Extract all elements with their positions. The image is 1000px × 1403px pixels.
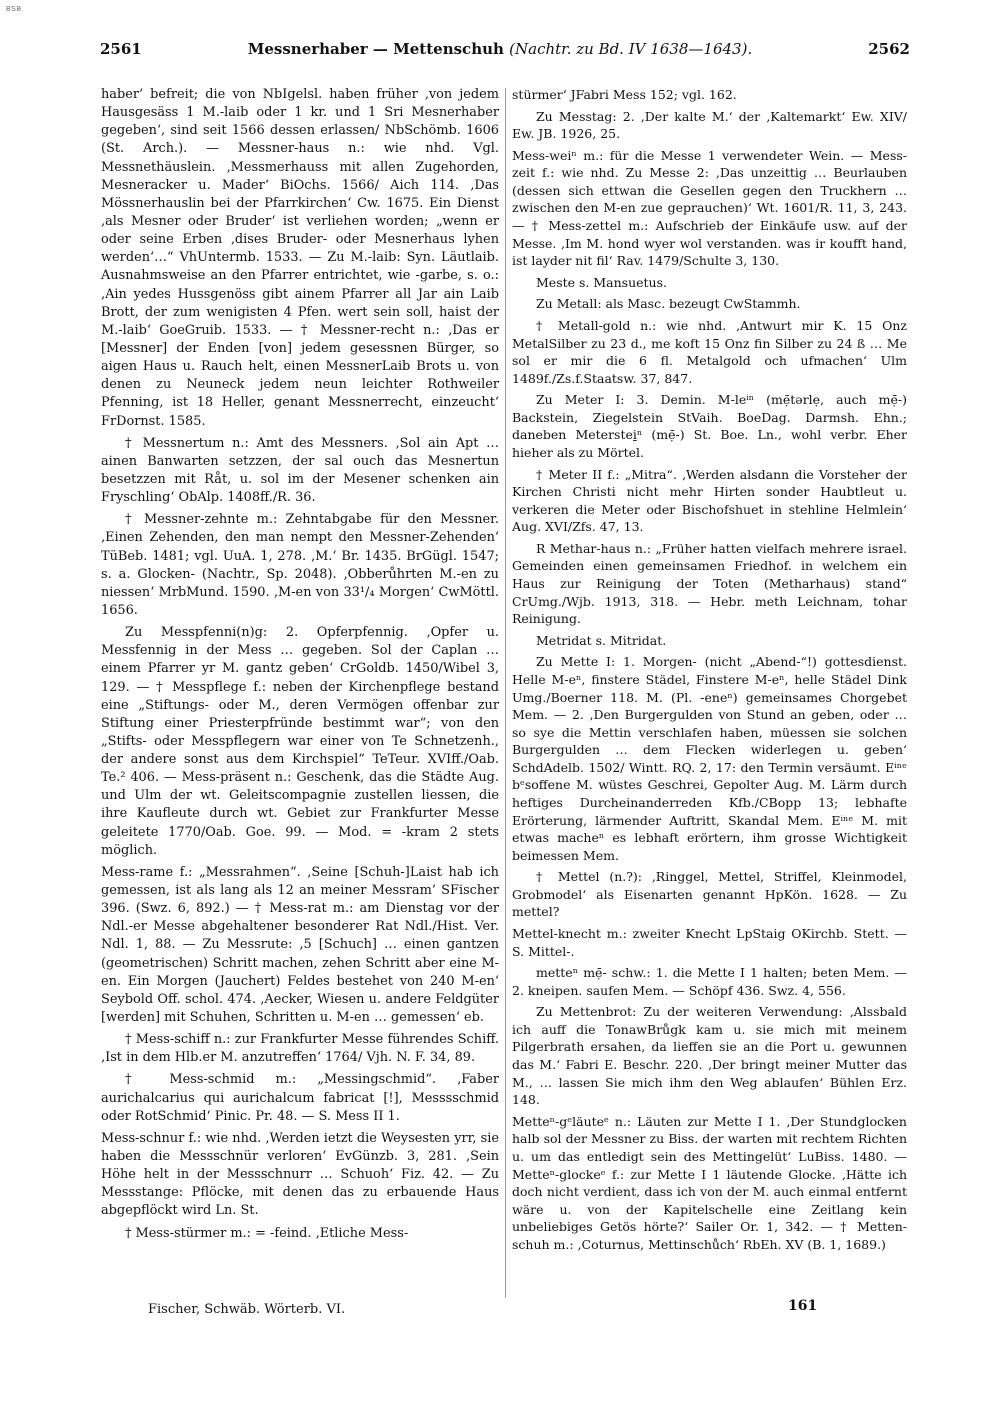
dictionary-entry: Zu Mette I: 1. Morgen- (nicht „Abend-“!) gottesdienst. Helle M-eⁿ, finstere Städel, Finstere M-eⁿ, helle Städel Dink Umg./Boerner 118. M. (Pl. -eneⁿ) gemeinsames Chorgebet Mem. — 2. ‚Den Burgergulden von Stund an geben, oder … so sye die Mettin verschlafen haben, müessen sie solchen Burgergulden … dem Flecken widerlegen u. geben‘ SchdAdelb. 1502/ Wintt. RQ. 2, 17: den Termin versäumt. Eⁱⁿᵉ bᵉsoffene M. wüstes Geschrei, Gepolter Aug. M. Lärm durch heftiges Durcheinanderreden Kfb./CBopp 13; lebhafte Erörterung, lärmender Auftritt, Skandal Mem. Eⁱⁿᵉ M. mit etwas macheⁿ es lebhaft erörtern, ihm grosse Wichtigkeit beimessen Mem.: [512, 654, 907, 863]
dictionary-entry: Mess-rame f.: „Messrahmen“. ‚Seine [Schuh-]Laist hab ich gemessen, ist als lang als 12 an meiner Messram‘ SFischer 396. (Swz. 6, 892.) — † Mess-rat m.: am Dienstag vor der Ndl.-er Messe abgehaltener besonderer Rat Ndl./Hist. Ver. Ndl. 1, 88. — Zu Messrute: ‚5 [Schuch] … einen gantzen (geometrischen) Schritt machen, zehen Schritt aber eine M-en. Ein Morgen (Jauchert) Feldes bestehet von 240 M-en‘ Seybold Off. schol. 474. ‚Aecker, Wiesen u. andere Feldgüter [werden] mit Schuhen, Schritten u. M-en … gemessen‘ eb.: [101, 864, 499, 1026]
dictionary-entry: † Mess-schmid m.: „Messingschmid“. ‚Faber aurichalcarius qui aurichalcum fabricat [!], Messsschmid oder RotSchmid‘ Pinic. Pr. 48. — S. Mess II 1.: [101, 1072, 499, 1124]
dictionary-entry: Zu Messpfenni(n)g: 2. Opferpfennig. ‚Opfer u. Messfennig in der Mess … gegeben. Sol der Caplan … einem Pfarrer yr M. gantz geben‘ CrGoldb. 1450/Wibel 3, 129. — † Messpflege f.: neben der Kirchenpflege bestand eine „Stiftungs- oder M., deren Vermögen offenbar zur Stiftung einer Priesterpfründe bestimmt war“; von den „Stifts- oder Messpflegern war einer von Te Schnetzenh., der andere sonst aus dem Kirchspiel“ TeTeur. XVIff./Oab. Te.² 406. — Mess-präsent n.: Geschenk, das die Städte Aug. und Ulm der wt. Geleitscompagnie zustellen liessen, die ihre Kaufleute durch wt. Gebiet zur Frankfurter Messe geleitete 1770/Oab. Goe. 99. — Mod. = -kram 2 stets möglich.: [101, 625, 499, 858]
dictionary-entry: R Methar-haus n.: „Früher hatten vielfach mehrere israel. Gemeinden einen gemeinsamen Friedhof. in welchem ein Haus zur Reinigung der Toten (Metharhaus) stand“ CrUmg./Wjb. 1913, 318. — Hebr. meth Leichnam, tohar Reinigung.: [512, 540, 907, 627]
right-column: [512, 86, 907, 1257]
dictionary-entry: Metridat s. Mitridat.: [536, 632, 667, 648]
dictionary-entry: stürmer‘ JFabri Mess 152; vgl. 162.: [512, 87, 737, 102]
dictionary-entry: haber‘ befreit; die von NbIgelsl. haben früher ‚von jedem Hausgesäss 1 M.-laib oder 1 kr. und 1 Sri Mesnerhaber gegeben‘, sind seit 1566 dessen erlassen/ NbSchömb. 1606 (St. Arch.). — Messner-haus n.: wie nhd. Vgl. Messnethäuslein. ‚Messmerhauss mit allen Zugehorden, Mesneracker u. Mader‘ BiOchs. 1566/ Aich 114. ‚Das Mössnerhauslin bei der Pfarrkirchen‘ Cw. 1675. Ein Dienst ‚als Mesner oder Bruder‘ ist verliehen worden; „wenn er oder seine Erben ‚dises Bruder- oder Mesnerhaus lyhen werden‘…“ VhUntermb. 1533. — Zu M.-laib: Syn. Läutlaib. Ausnahmsweise an den Pfarrer entrichtet, wie -garbe, s. o.: ‚Ain yedes Hussgenöss gibt ainem Pfarrer all Jar ain Laib Brott, der zum wenigisten 4 Pfen. wert sein soll, haist der M.-laib‘ GoeGruib. 1533. — † Messner-recht n.: ‚Das er [Messner] der Enden [von] jedem gesessnen Bürger, so aigen Haus u. Rauch helt, einen MessnerLaib Brots u. von denen zu Neuneck jedem neun leichter Rothweiler Pfenning, ist 18 Heller, genant Messnerrecht, einzeucht‘ FrDornst. 1585.: [101, 87, 499, 429]
dictionary-entry: † Meter II f.: „Mitra“. ‚Werden alsdann die Vorsteher der Kirchen Christi nicht mehr Hirten sonder Haubtleut u. verkeren die Meter oder Bischofshuet in stehline Helmlein‘ Aug. XVI/Zfs. 47, 13.: [512, 466, 907, 535]
dictionary-entry: Zu Mettenbrot: Zu der weiteren Verwendung: ‚Alssbald ich auff die TonawBrůgk kam u. sie mich mit meinem Pilgerbrath ersahen, da lieffen sie an die Port u. gewunnen das M.‘ Fabri E. Beschr. 220. ‚Der bringt meiner Mutter das M., … lassen Sie mich ihm den Weg ablaufen‘ Bühlen Erz. 148.: [512, 1004, 907, 1108]
dictionary-entry: † Messnertum n.: Amt des Messners. ‚Sol ain Apt … ainen Banwarten setzzen, der sal ouch das Mesnertun besetzzen mit Råt, u. sol im der Mesener schenken ain Fryschling‘ ObAlp. 1408ff./R. 36.: [101, 435, 499, 506]
dictionary-entry: Metteⁿ-gᵉläuteᵉ n.: Läuten zur Mette I 1. ‚Der Stundglocken halb sol der Messner zu Biss. der warten mit rechtem Richten u. um das entledigt sein des Mettingelüt‘ LuBiss. 1480. — Metteⁿ-glockeᵉ f.: zur Mette I 1 läutende Glocke. ‚Hätte ich doch nicht verdient, dass ich von der M. auch einmal entfernt wäre u. von der Kapitelschelle eine Zeitlang kein unbeliebiges Getös hörte?‘ Sailer Or. 1, 342. — † Metten-schuh m.: ‚Coturnus, Mettinschůch‘ RbEh. XV (B. 1, 1689.): [512, 1113, 907, 1252]
dictionary-entry: Zu Messtag: 2. ‚Der kalte M.‘ der ‚Kaltemarkt‘ Ew. XIV/ Ew. JB. 1926, 25.: [512, 108, 907, 142]
signature-line: Fischer, Schwäb. Wörterb. VI.: [148, 1302, 346, 1317]
column-divider: [505, 88, 506, 1298]
page-number-right: 2562: [868, 40, 910, 58]
dictionary-entry: Zu Meter I: 3. Demin. M-leⁱⁿ (mẹ̄tərlẹ, auch mẹ̄-) Backstein, Ziegelstein StVaih. BoeDag. Darmsh. Ehn.; daneben Meterstei̱ⁿ (mẹ̄-) St. Boe. Ln., wohl verbr. Eher hieher als zu Mörtel.: [512, 392, 907, 460]
dictionary-entry: † Metall-gold n.: wie nhd. ‚Antwurt mir K. 15 Onz MetalSilber zu 23 d., me koft 15 Onz fin Silber zu 24 ß … Me sol er mir die 6 fl. Metalgold och ufmachen‘ Ulm 1489f./Zs.f.Staatsw. 37, 847.: [512, 317, 907, 386]
library-stamp: BSB: [6, 6, 22, 13]
sheet-number: 161: [788, 1298, 818, 1314]
dictionary-entry: † Mess-stürmer m.: = -feind. ‚Etliche Mess-: [125, 1225, 409, 1241]
left-column: [101, 86, 499, 1247]
dictionary-entry: Meste s. Mansuetus.: [536, 274, 667, 290]
dictionary-entry: Zu Metall: als Masc. bezeugt CwStammh.: [536, 296, 801, 312]
running-title: [100, 40, 900, 58]
dictionary-entry: † Mettel (n.?): ‚Ringgel, Mettel, Striffel, Kleinmodel, Grobmodel‘ als Eisenarten genannt HpKön. 1628. — Zu mettel?: [512, 869, 907, 920]
dictionary-entry: Mess-weiⁿ m.: für die Messe 1 verwendeter Wein. — Mess-zeit f.: wie nhd. Zu Messe 2: ‚Das unzeittig … Beurlauben (dessen sich ettwan die Gesellen gegen den Truckhern … zwischen den M-en zue geprauchen)‘ Wt. 1601/R. 11, 3, 243. — † Mess-zettel m.: Aufschrieb der Einkäufe usw. auf der Messe. ‚Im M. hond wyer wol verstanden. was ir koufft hand, ist layder nit fil‘ Rav. 1479/Schulte 3, 130.: [512, 147, 907, 269]
dictionary-entry: Mettel-knecht m.: zweiter Knecht LpStaig OKirchb. Stett. — S. Mittel-.: [512, 926, 907, 959]
dictionary-entry: † Messner-zehnte m.: Zehntabgabe für den Messner. ‚Einen Zehenden, den man nempt den Messner-Zehenden‘ TüBeb. 1481; vgl. UuA. 1, 278. ‚M.‘ Br. 1435. BrGügl. 1547; s. a. Glocken- (Nachtr., Sp. 2048). ‚Obberůhrten M.-en zu niessen‘ MrbMund. 1590. ‚M-en von 33¹/₄ Morgen‘ CwMöttl. 1656.: [101, 512, 499, 618]
running-title-main: Messnerhaber — Mettenschuh: [247, 40, 504, 58]
dictionary-entry: † Mess-schiff n.: zur Frankfurter Messe führendes Schiff. ‚Ist in dem Hlb.er M. anzutreffen‘ 1764/ Vjh. N. F. 34, 89.: [101, 1032, 499, 1066]
dictionary-entry: Mess-schnur f.: wie nhd. ‚Werden ietzt die Weysesten yrr, sie haben die Messschnür verloren‘ EvGünzb. 3, 281. ‚Sein Höhe helt in der Messschnurr … Schuoh‘ Fiz. 42. — Zu Messstange: Pflöcke, mit denen das zu erbauende Haus abgepflöckt wird Ln. St.: [101, 1130, 499, 1219]
page-number-left: 2561: [100, 40, 142, 58]
running-title-note: (Nachtr. zu Bd. IV 1638—1643).: [509, 40, 753, 58]
page-header: [100, 40, 910, 64]
dictionary-entry: metteⁿ mẹ̄- schw.: 1. die Mette I 1 halten; beten Mem. — 2. kneipen. saufen Mem. — Schöpf 436. Swz. 4, 556.: [512, 965, 907, 998]
